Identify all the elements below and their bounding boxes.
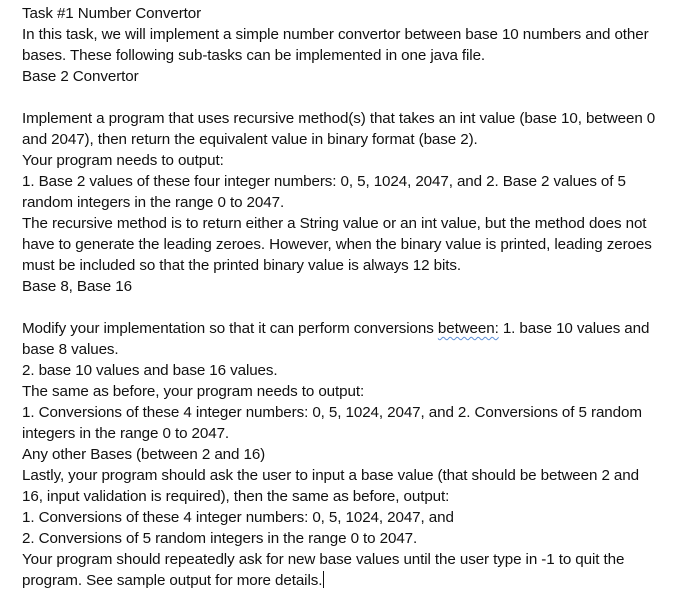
paragraph-line	[22, 318, 692, 339]
paragraph-line: The same as before, your program needs to output:	[22, 383, 365, 400]
line-text: program. See sample output for more details.	[22, 572, 323, 589]
paragraph-line: 1. Conversions of these 4 integer numbers: 0, 5, 1024, 2047, and 2. Conversions of 5 random	[22, 404, 642, 421]
paragraph-line: 1. Base 2 values of these four integer numbers: 0, 5, 1024, 2047, and 2. Base 2 values of 5	[22, 173, 626, 190]
line-text: Modify your implementation so that it can perform conversions	[22, 320, 438, 337]
paragraph-line: The recursive method is to return either a String value or an int value, but the method does not	[22, 215, 647, 232]
paragraph-line: and 2047), then return the equivalent value in binary format (base 2).	[22, 131, 478, 148]
paragraph-line: 16, input validation is required), then the same as before, output:	[22, 488, 450, 505]
text-cursor	[323, 571, 324, 588]
blank-line	[22, 87, 692, 108]
paragraph-line: 2. base 10 values and base 16 values.	[22, 362, 278, 379]
section-heading-other-bases: Any other Bases (between 2 and 16)	[22, 446, 266, 463]
paragraph-line: 2. Conversions of 5 random integers in the range 0 to 2047.	[22, 530, 418, 547]
paragraph-line	[22, 570, 692, 591]
paragraph-line: have to generate the leading zeroes. However, when the binary value is printed, leading zeroes	[22, 236, 652, 253]
paragraph-line: random integers in the range 0 to 2047.	[22, 194, 285, 211]
section-heading-base2: Base 2 Convertor	[22, 68, 139, 85]
paragraph-line: must be included so that the printed binary value is always 12 bits.	[22, 257, 461, 274]
paragraph-line: Your program should repeatedly ask for new base values until the user type in -1 to quit the	[22, 551, 625, 568]
blank-line	[22, 297, 692, 318]
paragraph-line: Lastly, your program should ask the user to input a base value (that should be between 2 and	[22, 467, 639, 484]
spellcheck-flagged-word[interactable]: between:	[437, 320, 499, 337]
paragraph-line: Your program needs to output:	[22, 152, 224, 169]
paragraph-line: Implement a program that uses recursive method(s) that takes an int value (base 10, between 0	[22, 110, 656, 127]
section-heading-base8-16: Base 8, Base 16	[22, 278, 132, 295]
paragraph-line: In this task, we will implement a simple number convertor between base 10 numbers and other	[22, 26, 649, 43]
paragraph-line: integers in the range 0 to 2047.	[22, 425, 230, 442]
line-text: 1. base 10 values and	[498, 320, 650, 337]
paragraph-line: 1. Conversions of these 4 integer numbers: 0, 5, 1024, 2047, and	[22, 509, 454, 526]
task-title: Task #1 Number Convertor	[22, 5, 202, 22]
paragraph-line: bases. These following sub-tasks can be implemented in one java file.	[22, 47, 486, 64]
paragraph-line: base 8 values.	[22, 341, 119, 358]
